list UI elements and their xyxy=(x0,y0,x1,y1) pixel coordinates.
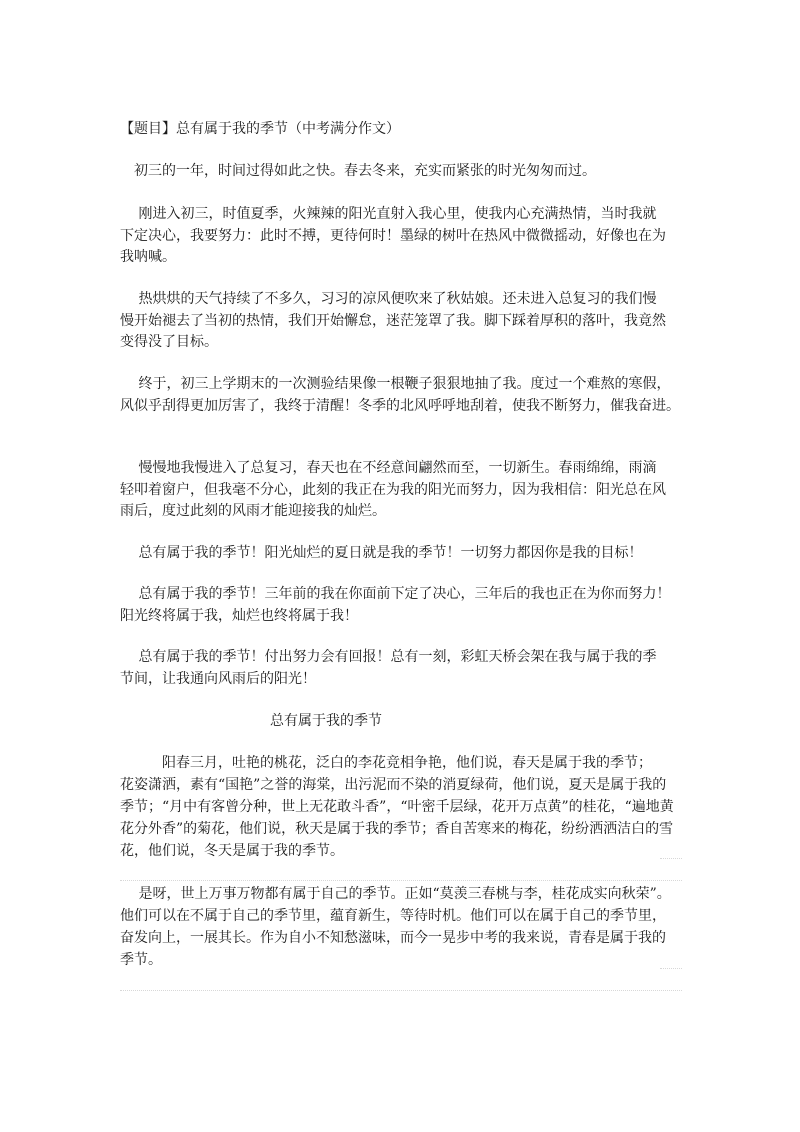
paragraph-line: 节间，让我通向风雨后的阳光！ xyxy=(120,671,316,687)
document-heading: 【题目】总有属于我的季节（中考满分作文） xyxy=(120,121,400,137)
paragraph-line: 奋发向上，一展其长。作为自小不知愁滋味，而今一晃步中考的我来说，青春是属于我的 xyxy=(120,930,666,946)
paragraph-line: 季节；“月中有客曾分种，世上无花敢斗香”，“叶密千层绿，花开万点黄”的桂花，“遍地黄 xyxy=(120,799,674,815)
paragraph-line: 花姿潇洒，素有“国艳”之誉的海棠，出污泥而不染的消夏绿荷，他们说，夏天是属于我的 xyxy=(120,777,667,793)
paragraph-line: 阳光终将属于我，灿烂也终将属于我！ xyxy=(120,608,358,624)
paragraph-line: 他们可以在不属于自己的季节里，蕴育新生，等待时机。他们可以在属于自己的季节里， xyxy=(120,908,666,924)
paragraph-line: 刚进入初三，时值夏季，火辣辣的阳光直射入我心里，使我内心充满热情，当时我就 xyxy=(120,206,657,222)
paragraph-line: 总有属于我的季节！阳光灿烂的夏日就是我的季节！一切努力都因你是我的目标！ xyxy=(120,545,643,561)
paragraph-line: 是呀，世上万事万物都有属于自己的季节。正如“莫羡三春桃与李，桂花成实向秋荣”。 xyxy=(120,886,671,902)
paragraph-line: 总有属于我的季节！三年前的我在你面前下定了决心，三年后的我也正在为你而努力！ xyxy=(120,586,671,602)
paragraph-line: 花分外香”的菊花，他们说，秋天是属于我的季节；香自苦寒来的梅花，纷纷洒洒洁白的雪 xyxy=(120,821,674,837)
paragraph-line: 风似乎刮得更加厉害了，我终于清醒！冬季的北风呼呼地刮着，使我不断努力，催我奋进。 xyxy=(120,398,680,414)
paragraph-line: 阳春三月，吐艳的桃花，泛白的李花竞相争艳，他们说，春天是属于我的季节； xyxy=(120,755,652,771)
dotted-divider xyxy=(660,968,682,969)
paragraph-line: 总有属于我的季节！付出努力会有回报！总有一刻，彩虹天桥会架在我与属于我的季 xyxy=(120,649,657,665)
essay-title: 总有属于我的季节 xyxy=(270,713,382,729)
paragraph-line: 变得没了目标。 xyxy=(120,334,218,350)
paragraph-line: 慢慢地我慢进入了总复习，春天也在不经意间翩然而至，一切新生。春雨绵绵，雨滴 xyxy=(120,460,657,476)
paragraph-line: 终于，初三上学期末的一次测验结果像一根鞭子狠狠地抽了我。度过一个难熬的寒假， xyxy=(120,376,671,392)
paragraph-line: 我呐喊。 xyxy=(120,249,176,265)
paragraph-line: 下定决心，我要努力：此时不搏，更待何时！墨绿的树叶在热风中微微摇动，好像也在为 xyxy=(120,228,666,244)
paragraph-line: 热烘烘的天气持续了不多久，习习的凉风便吹来了秋姑娘。还未进入总复习的我们慢 xyxy=(120,291,657,307)
paragraph-line: 轻叩着窗户，但我毫不分心，此刻的我正在为我的阳光而努力，因为我相信：阳光总在风 xyxy=(120,482,666,498)
paragraph-line: 季节。 xyxy=(120,952,162,968)
dotted-divider xyxy=(120,990,682,991)
paragraph-line: 初三的一年，时间过得如此之快。春去冬来，充实而紧张的时光匆匆而过。 xyxy=(120,163,596,179)
paragraph-line: 慢开始褪去了当初的热情，我们开始懈怠，迷茫笼罩了我。脚下踩着厚积的落叶，我竟然 xyxy=(120,313,666,329)
dotted-divider xyxy=(660,858,682,859)
paragraph-line: 花，他们说，冬天是属于我的季节。 xyxy=(120,843,344,859)
paragraph-line: 雨后，度过此刻的风雨才能迎接我的灿烂。 xyxy=(120,503,386,519)
